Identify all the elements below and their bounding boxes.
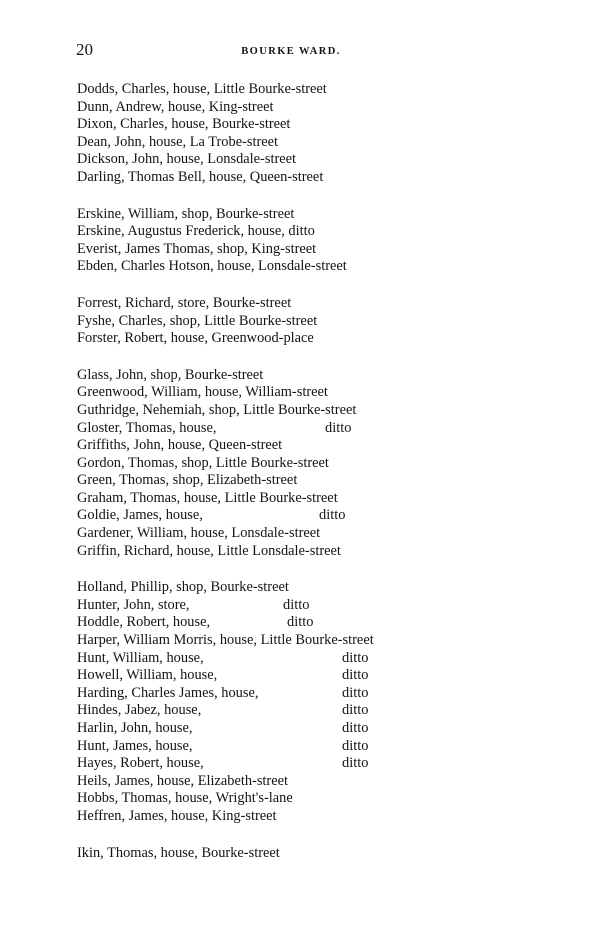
directory-entry (77, 597, 517, 615)
entry-text: Hobbs, Thomas, house, Wright's-lane (77, 790, 293, 807)
directory-entry (77, 81, 517, 99)
entry-text: Hindes, Jabez, house, (77, 702, 202, 719)
running-head: BOURKE WARD. (241, 46, 341, 57)
entry-text: Hunter, John, store, (77, 596, 190, 613)
page-number: 20 (76, 40, 93, 59)
entry-text: Everist, James Thomas, shop, King-street (77, 240, 317, 257)
entry-text: Howell, William, house, (77, 667, 218, 684)
ditto-mark: ditto (342, 649, 369, 666)
directory-entry (77, 420, 517, 438)
directory-entry (77, 667, 517, 685)
entry-text: Forster, Robert, house, Greenwood-place (77, 330, 314, 347)
page-header (76, 40, 506, 66)
entry-text: Green, Thomas, shop, Elizabeth-street (77, 472, 298, 489)
directory-entry (77, 650, 517, 668)
entry-text: Heffren, James, house, King-street (77, 807, 277, 824)
directory-entry (77, 755, 517, 773)
entry-text: Harper, William Morris, house, Little Bourke-street (77, 632, 374, 649)
entry-text: Ebden, Charles Hotson, house, Lonsdale-street (77, 258, 347, 275)
letter-group (77, 81, 517, 187)
entry-text: Hoddle, Robert, house, (77, 614, 211, 631)
entry-text: Forrest, Richard, store, Bourke-street (77, 294, 292, 311)
directory-entry (77, 525, 517, 543)
entry-text: Griffin, Richard, house, Little Lonsdale-street (77, 542, 341, 559)
entry-text: Darling, Thomas Bell, house, Queen-street (77, 168, 324, 185)
ditto-mark: ditto (342, 720, 369, 736)
entry-text: Erskine, Augustus Frederick, house, ditto (77, 223, 315, 240)
directory-entry (77, 258, 517, 276)
entry-text: Dean, John, house, La Trobe-street (77, 133, 279, 150)
entry-text: Guthridge, Nehemiah, shop, Little Bourke-street (77, 401, 357, 418)
directory-entry (77, 151, 517, 169)
ditto-mark: ditto (342, 684, 369, 701)
entry-text: Hayes, Robert, house, (77, 755, 204, 772)
directory-entry (77, 773, 517, 791)
directory-entry (77, 702, 517, 720)
letter-group (77, 367, 517, 561)
entry-text: Heils, James, house, Elizabeth-street (77, 772, 288, 789)
directory-entry (77, 507, 517, 525)
entry-text: Dodds, Charles, house, Little Bourke-street (77, 81, 327, 97)
entry-text: Gordon, Thomas, shop, Little Bourke-street (77, 454, 329, 471)
ditto-mark: ditto (342, 702, 369, 719)
entry-text: Ikin, Thomas, house, Bourke-street (77, 844, 280, 861)
directory-entry (77, 614, 517, 632)
entry-text: Graham, Thomas, house, Little Bourke-street (77, 489, 338, 506)
directory-entries (77, 81, 517, 881)
directory-entry (77, 472, 517, 490)
directory-entry (77, 206, 517, 224)
ditto-mark: ditto (319, 507, 346, 524)
ditto-mark: ditto (342, 755, 369, 772)
directory-entry (77, 490, 517, 508)
entry-text: Dixon, Charles, house, Bourke-street (77, 116, 291, 133)
directory-entry (77, 116, 517, 134)
entry-text: Glass, John, shop, Bourke-street (77, 366, 264, 383)
directory-entry (77, 685, 517, 703)
ditto-mark: ditto (287, 614, 314, 631)
entry-text: Fyshe, Charles, shop, Little Bourke-street (77, 312, 318, 329)
directory-entry (77, 241, 517, 259)
letter-group (77, 206, 517, 276)
directory-entry (77, 455, 517, 473)
entry-text: Gloster, Thomas, house, (77, 419, 217, 436)
directory-entry (77, 845, 517, 863)
ditto-mark: ditto (342, 667, 369, 684)
entry-text: Griffiths, John, house, Queen-street (77, 437, 283, 454)
directory-entry (77, 437, 517, 455)
directory-entry (77, 384, 517, 402)
directory-entry (77, 134, 517, 152)
directory-entry (77, 738, 517, 756)
directory-entry (77, 169, 517, 187)
directory-entry (77, 402, 517, 420)
entry-text: Dunn, Andrew, house, King-street (77, 98, 274, 115)
entry-text: Holland, Phillip, shop, Bourke-street (77, 579, 289, 596)
directory-entry (77, 313, 517, 331)
entry-text: Hunt, William, house, (77, 649, 204, 666)
entry-text: Hunt, James, house, (77, 737, 193, 754)
entry-text: Dickson, John, house, Lonsdale-street (77, 151, 297, 168)
entry-text: Goldie, James, house, (77, 507, 203, 524)
ditto-mark: ditto (342, 737, 369, 754)
directory-entry (77, 720, 517, 738)
letter-group (77, 845, 517, 863)
directory-entry (77, 367, 517, 385)
directory-entry (77, 632, 517, 650)
directory-entry (77, 99, 517, 117)
entry-text: Harding, Charles James, house, (77, 684, 259, 701)
directory-entry (77, 223, 517, 241)
letter-group (77, 295, 517, 348)
directory-entry (77, 579, 517, 597)
directory-entry (77, 295, 517, 313)
directory-entry (77, 790, 517, 808)
directory-entry (77, 543, 517, 561)
ditto-mark: ditto (325, 419, 352, 436)
directory-entry (77, 330, 517, 348)
entry-text: Erskine, William, shop, Bourke-street (77, 205, 295, 222)
entry-text: Harlin, John, house, (77, 720, 193, 736)
entry-text: Gardener, William, house, Lonsdale-street (77, 525, 321, 542)
directory-entry (77, 808, 517, 826)
ditto-mark: ditto (283, 596, 310, 613)
letter-group (77, 579, 517, 825)
entry-text: Greenwood, William, house, William-street (77, 384, 328, 401)
